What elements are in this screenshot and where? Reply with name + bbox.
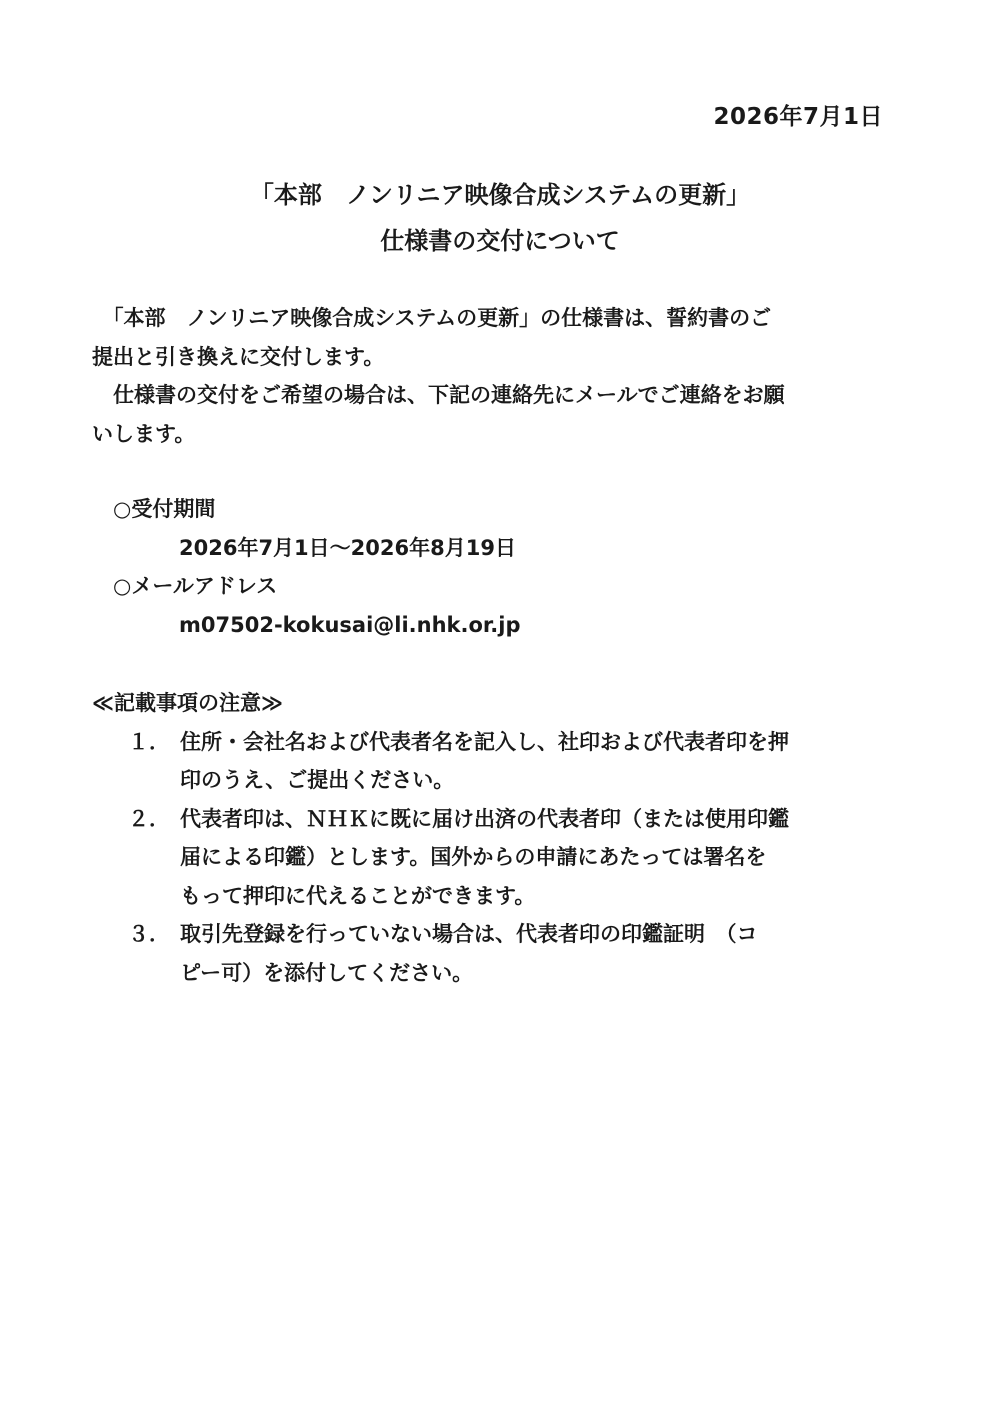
note-line: 住所・会社名および代表者名を記入し、社印および代表者印を押 [180,729,789,754]
note-line: 代表者印は、ＮＨＫに既に届け出済の代表者印（または使用印鑑 [180,806,789,831]
title-line-1: 「本部 ノンリニア映像合成システムの更新」 [249,181,751,209]
note-item-3 [92,915,789,992]
document-title [0,172,1000,264]
notes-section [92,684,789,992]
note-line: ピー可）を添付してください。 [180,960,474,985]
note-number: ３． [128,922,170,946]
note-item-2 [92,800,789,916]
note-item-1 [92,723,789,800]
note-line: 取引先登録を行っていない場合は、代表者印の印鑑証明 （コ [180,922,758,946]
note-line: 届による印鑑）とします。国外からの申請にあたっては署名を [180,845,767,869]
email-label: ○メールアドレス [113,574,278,598]
note-line: もって押印に代えることができます。 [180,883,536,908]
body-paragraphs [92,299,882,453]
title-line-2: 仕様書の交付について [380,227,620,255]
note-number: １． [128,729,170,754]
document-date: 2026年7月1日 [713,104,883,130]
body-line: 提出と引き換えに交付します。 [92,344,385,369]
contact-info [113,490,521,644]
note-line: 印のうえ、ご提出ください。 [180,768,455,792]
note-number: ２． [128,806,170,831]
email-address: m07502-kokusai@li.nhk.or.jp [179,612,521,637]
notes-heading: ≪記載事項の注意≫ [92,691,283,715]
reception-period-label: ○受付期間 [113,497,216,521]
reception-period-value: 2026年7月1日～2026年8月19日 [179,535,516,560]
body-line: いします。 [92,421,196,446]
body-line: 仕様書の交付をご希望の場合は、下記の連絡先にメールでご連絡をお願 [92,383,785,407]
body-line: 「本部 ノンリニア映像合成システムの更新」の仕様書は、誓約書のご [92,306,772,330]
